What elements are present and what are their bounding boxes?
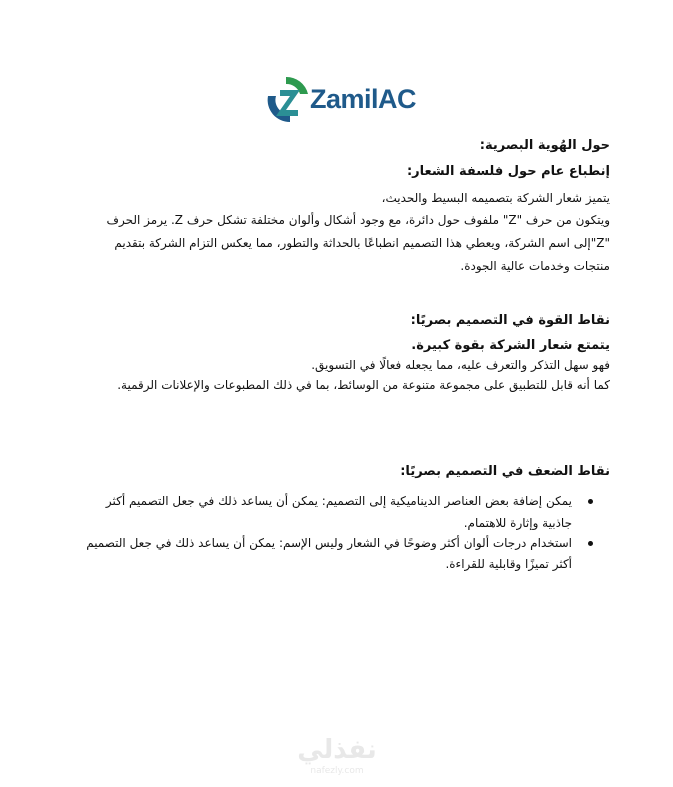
strengths-title: نقاط القوة في التصميم بصريًا: (410, 313, 610, 328)
identity-line-3: "Z"إلى اسم الشركة، ويعطي هذا التصميم انطباعًا بالحداثة والتطور، مما يعكس التزام الشركة بتقديم (114, 236, 610, 250)
weaknesses-title: نقاط الضعف في التصميم بصريًا: (400, 464, 610, 479)
identity-line-2: ويتكون من حرف "Z" ملفوف حول دائرة، مع وجود أشكال وألوان مختلفة تشكل حرف Z. يرمز الحرف (106, 213, 610, 227)
identity-line-4: منتجات وخدمات عالية الجودة. (460, 259, 610, 273)
strengths-line-2: كما أنه قابل للتطبيق على مجموعة متنوعة من الوسائط، بما في ذلك المطبوعات والإعلانات الرقمية. (117, 378, 610, 392)
identity-subtitle: إنطباع عام حول فلسفة الشعار: (406, 164, 610, 179)
logo-wordmark: ZamilAC (310, 84, 417, 114)
bullet-dot (588, 541, 593, 546)
strengths-subtitle: يتمتع شعار الشركة بقوة كبيرة. (411, 338, 610, 353)
bullet-dot (588, 499, 593, 504)
company-logo (264, 74, 424, 128)
strengths-line-1: فهو سهل التذكر والتعرف عليه، مما يجعله فعالًا في التسويق. (311, 358, 610, 372)
weakness-1-line-1: يمكن إضافة بعض العناصر الديناميكية إلى التصميم: يمكن أن يساعد ذلك في جعل التصميم أكثر (105, 494, 572, 508)
zamil-z-logo-icon (264, 74, 312, 126)
weakness-2-line-1: استخدام درجات ألوان أكثر وضوحًا في الشعار وليس الإسم: يمكن أن يساعد ذلك في جعل التصميم (86, 536, 572, 550)
identity-title: حول الهُوية البصرية: (479, 138, 610, 153)
nafezly-watermark (295, 735, 379, 787)
watermark-latin: nafezly.com (310, 766, 364, 776)
watermark-arabic: نفذلي (297, 735, 377, 765)
weakness-1-line-2: جاذبية وإثارة للاهتمام. (463, 516, 572, 530)
identity-line-1: يتميز شعار الشركة بتصميمه البسيط والحديث، (381, 191, 610, 205)
weakness-2-line-2: أكثر تميزًا وقابلية للقراءة. (445, 557, 572, 571)
